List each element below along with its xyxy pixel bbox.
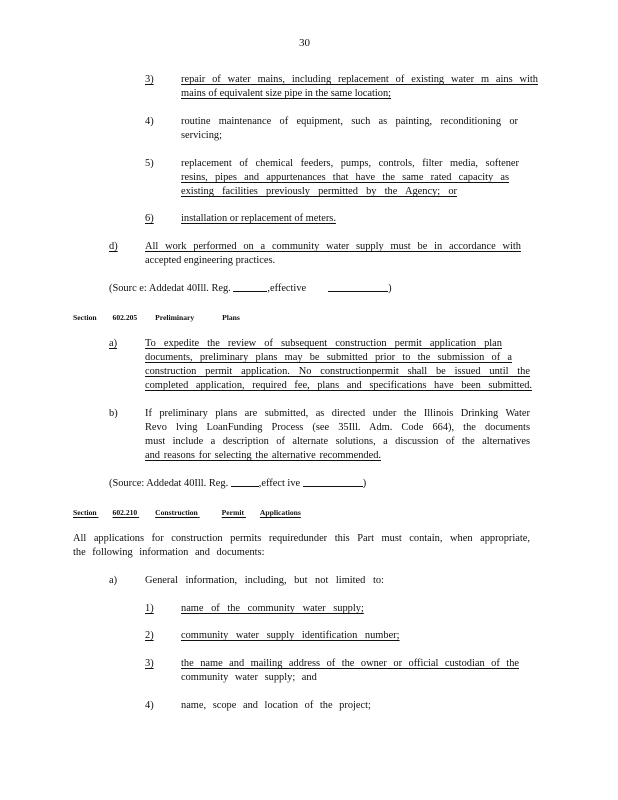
paragraph-text: and reasons for selecting the alternative recommended. [145, 450, 381, 461]
paragraph-text: General information, including, but not limited to: [145, 575, 384, 586]
section-title: Applications [259, 508, 301, 517]
paragraph-text: If preliminary plans are submitted, as directed under the Illinois Drinking Water [145, 408, 530, 419]
blank-line [328, 291, 388, 292]
source-text: ,effect ive [258, 478, 303, 489]
paragraph-text: accepted engineering practices. [145, 255, 276, 266]
source-note [109, 282, 392, 296]
list-label: 6) [145, 213, 154, 224]
paragraph-text: must include a description of alternate solutions, a discussion of the alternatives [145, 436, 530, 447]
source-text: ) [362, 478, 367, 489]
section-number: 602.210 [112, 508, 138, 517]
paragraph-text: completed application, required fee, plans and specifications have been submitted. [145, 380, 532, 391]
list-item-text: community water supply identification number; [181, 630, 400, 641]
blank-line [231, 486, 259, 487]
list-item-text: name, scope and location of the project; [181, 700, 371, 711]
list-label: 3) [145, 658, 154, 669]
blank-line [233, 291, 267, 292]
list-label: 3) [145, 74, 154, 85]
section-title: Plans [222, 313, 240, 322]
source-text: ,effective [267, 283, 307, 294]
list-item-text: servicing; [181, 130, 222, 141]
paragraph-text: the following information and documents: [73, 547, 265, 558]
list-label: 2) [145, 630, 154, 641]
list-item-text: existing facilities previously permitted by the Agency; or [181, 186, 457, 197]
source-text: (Sourc e: Addedat 40Ill. Reg. [109, 283, 234, 294]
section-title: Permit [221, 508, 244, 517]
list-item-text: name of the community water supply; [181, 603, 364, 614]
list-item-text: installation or replacement of meters. [181, 213, 336, 224]
section-word: Section [73, 508, 97, 517]
paragraph-text: All work performed on a community water supply must be in accordance with [145, 241, 521, 252]
section-title: Construction [155, 508, 198, 517]
list-item-text: the name and mailing address of the owner or official custodian of the [181, 658, 519, 669]
list-label: 5) [145, 158, 154, 169]
page-number: 30 [299, 37, 310, 49]
list-label: 4) [145, 116, 154, 127]
section-heading [73, 313, 240, 323]
section-heading [73, 508, 325, 518]
section-word: Section [73, 313, 97, 322]
paragraph-text: All applications for construction permits requiredunder this Part must contain, when appropriate, [73, 533, 530, 544]
list-label: 4) [145, 700, 154, 711]
source-text: ) [388, 283, 392, 294]
paragraph-text: documents, preliminary plans may be submitted prior to the submission of a [145, 352, 512, 363]
list-label: d) [109, 241, 118, 252]
paragraph-text: construction permit application. No constructionpermit shall be issued until the [145, 366, 530, 377]
list-item-text: repair of water mains, including replacement of existing water m ains with [181, 74, 538, 85]
blank-line [303, 486, 363, 487]
paragraph-text: To expedite the review of subsequent construction permit application plan [145, 338, 502, 349]
list-item-text: replacement of chemical feeders, pumps, controls, filter media, softener [181, 158, 519, 169]
section-title: Preliminary [155, 313, 195, 322]
section-number: 602.205 [112, 313, 138, 322]
list-item-text: routine maintenance of equipment, such as painting, reconditioning or [181, 116, 518, 127]
source-note [109, 477, 366, 491]
list-label: a) [109, 575, 118, 586]
list-label: b) [109, 408, 118, 419]
list-item-text: community water supply; and [181, 672, 317, 683]
paragraph-text: Revo lving LoanFunding Process (see 35Ill. Adm. Code 664), the documents [145, 422, 530, 433]
list-item-text: mains of equivalent size pipe in the same location; [181, 88, 392, 99]
source-text: (Source: Addedat 40Ill. Reg. [109, 478, 231, 489]
list-label: a) [109, 338, 118, 349]
list-item-text: resins, pipes and appurtenances that have the same rated capacity as [181, 172, 509, 183]
list-label: 1) [145, 603, 154, 614]
